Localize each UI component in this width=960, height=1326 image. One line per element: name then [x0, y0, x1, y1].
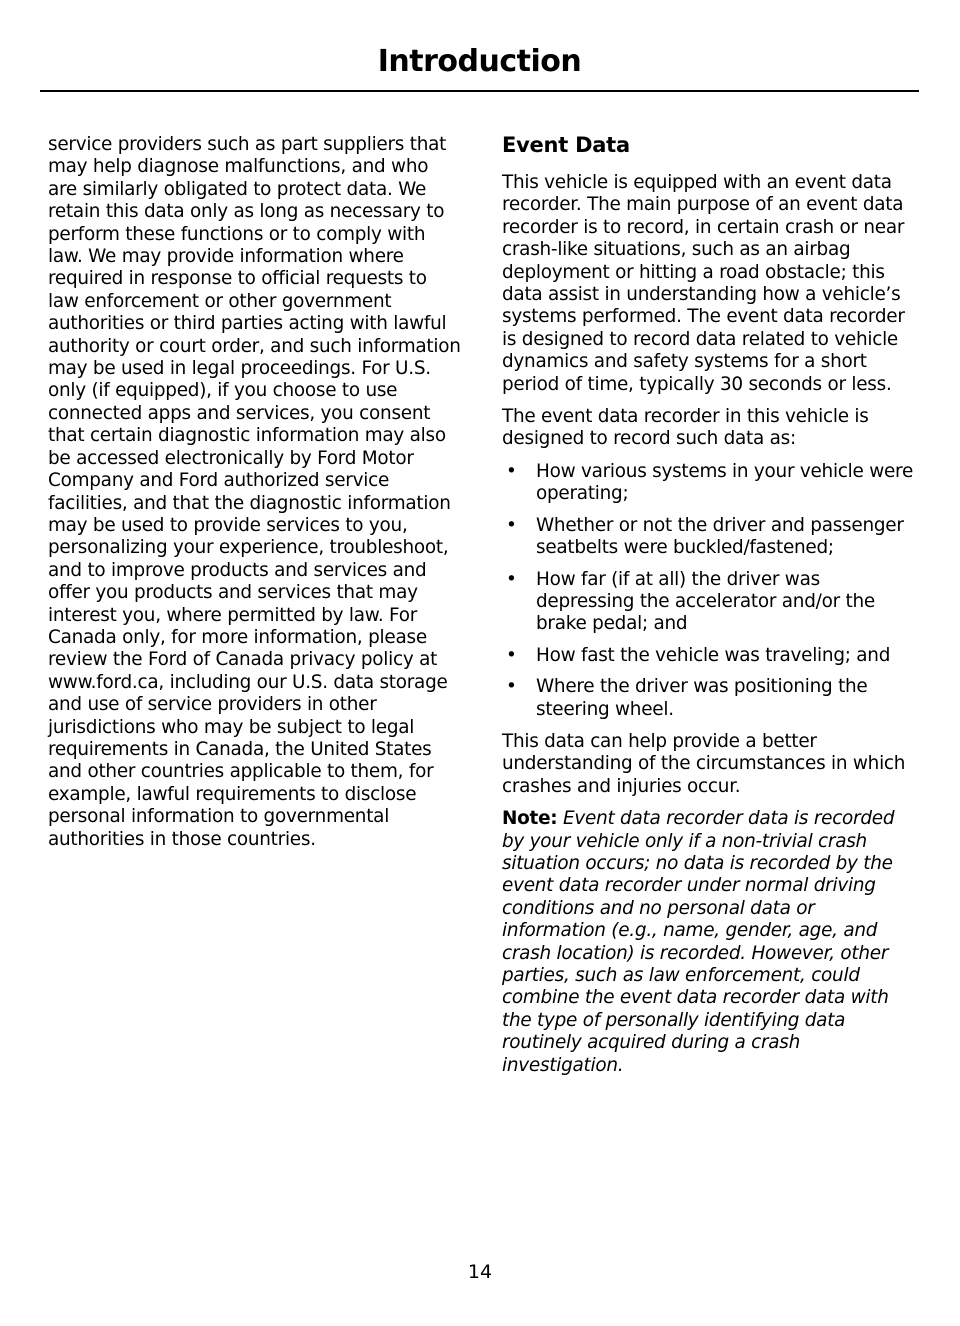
note-text: Event data recorder data is recorded by your vehicle only if a non-trivial crash situation occurs; no data is recorded by the event data recorder under normal driving conditions and no personal data or information (e.g., name, gender, age, and crash location) is recorded. However, other parties, such as law enforcement, could combine the event data recorder data with the type of personally identifying data routinely acquired during a crash investigation.: [502, 808, 895, 1076]
list-item: [502, 461, 916, 506]
recorded-data-list: [502, 461, 916, 721]
bullet-icon: •: [506, 514, 517, 536]
right-column: [502, 130, 916, 1077]
event-data-summary-paragraph: This data can help provide a better understanding of the circumstances in which crashes and injuries occur.: [502, 730, 906, 797]
list-item-text: Whether or not the driver and passenger seatbelts were buckled/fastened;: [536, 514, 904, 559]
page-title: Introduction: [377, 44, 582, 79]
page-number: 14: [467, 1261, 493, 1283]
list-item: [502, 515, 916, 560]
header-divider: [40, 90, 919, 92]
event-data-list-intro: The event data recorder in this vehicle is designed to record such data as:: [502, 406, 869, 450]
list-item: [502, 569, 916, 636]
list-item-text: Where the driver was positioning the steering wheel.: [536, 676, 868, 720]
note-label: Note:: [502, 808, 558, 830]
left-column: [48, 134, 462, 851]
list-item-text: How fast the vehicle was traveling; and: [536, 644, 891, 666]
section-heading-event-data: Event Data: [502, 133, 630, 157]
list-item: [502, 676, 916, 721]
note-block: [502, 808, 916, 1077]
list-item-text: How various systems in your vehicle were operating;: [536, 460, 914, 505]
bullet-icon: •: [506, 676, 517, 698]
list-item-text: How far (if at all) the driver was depressing the accelerator and/or the brake pedal; and: [536, 568, 875, 635]
page-header: [40, 40, 919, 84]
bullet-icon: •: [506, 644, 517, 666]
bullet-icon: •: [506, 460, 517, 482]
bullet-icon: •: [506, 568, 517, 590]
list-item: [502, 645, 916, 667]
left-column-paragraph: service providers such as part suppliers that may help diagnose malfunctions, and who are similarly obligated to protect data. We retain this data only as long as necessary to perform these functions or to comply with law. We may provide information where required in response to official requests to law enforcement or other government authorities or third parties acting with lawful authority or court order, and such information may be used in legal proceedings. For U.S. only (if equipped), if you choose to use connected apps and services, you consent that certain diagnostic information may also be accessed electronically by Ford Motor Company and Ford authorized service facilities, and that the diagnostic information may be used to provide services to you, personalizing your experience, troubleshoot, and to improve products and services and offer you products and services that may interest you, where permitted by law. For Canada only, for more information, please review the Ford of Canada privacy policy at www.ford.ca, including our U.S. data storage and use of service providers in other jurisdictions who may be subject to legal requirements in Canada, the United States and other countries applicable to them, for example, lawful requirements to disclose personal information to governmental authorities in those countries.: [48, 134, 461, 850]
event-data-intro-paragraph: This vehicle is equipped with an event data recorder. The main purpose of an event data recorder is to record, in certain crash or near crash-like situations, such as an airbag deployment or hitting a road obstacle; this data assist in understanding how a vehicle’s systems performed. The event data recorder is designed to record data related to vehicle dynamics and safety systems for a short period of time, typically 30 seconds or less.: [502, 172, 905, 395]
